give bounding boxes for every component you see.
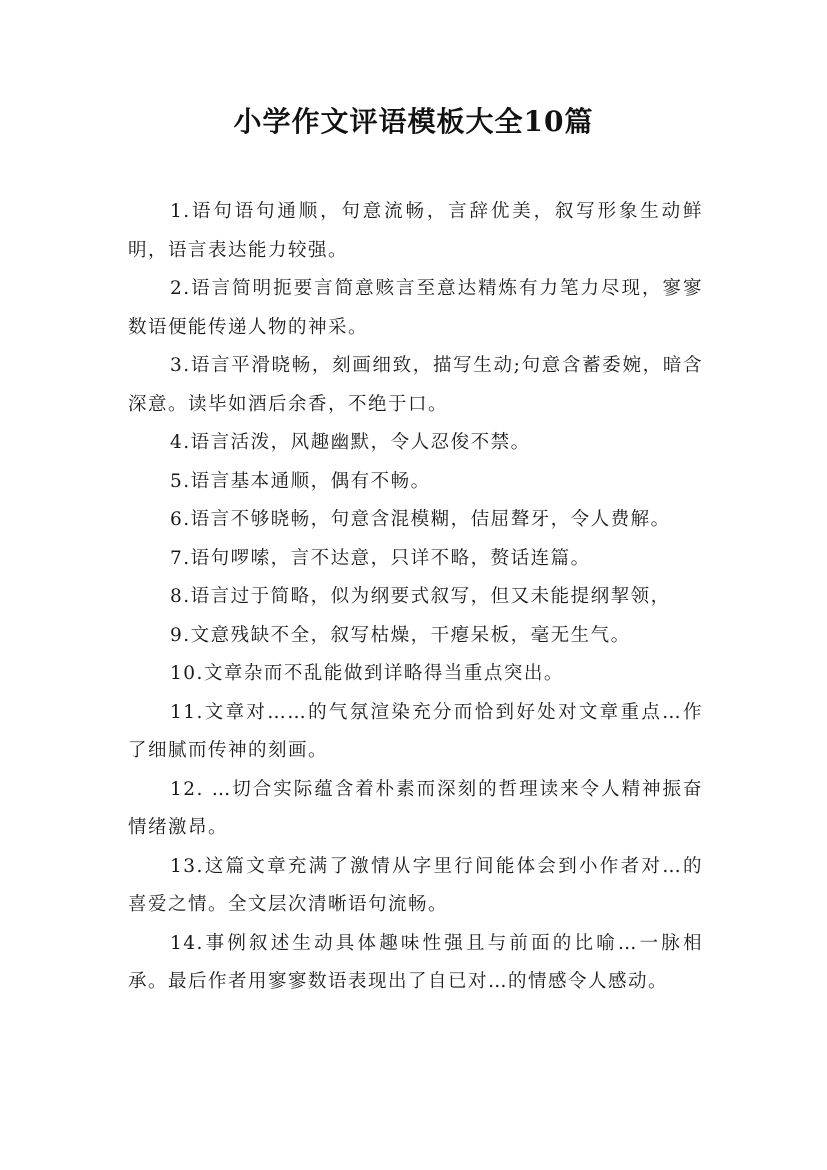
comment-paragraph-5: 5.语言基本通顺，偶有不畅。 xyxy=(170,470,431,492)
comment-paragraph-6: 6.语言不够晓畅，句意含混模糊，佶屈聱牙，令人费解。 xyxy=(170,509,671,530)
comment-paragraph-3: 3.语言平滑晓畅，刻画细致，描写生动;句意含蓄委婉，暗含深意。读毕如酒后余香，不绝于口。 xyxy=(128,355,703,415)
comment-paragraph-9: 9.文意残缺不全，叙写枯燥，干瘪呆板，毫无生气。 xyxy=(170,624,631,646)
comment-paragraph-4: 4.语言活泼，风趣幽默，令人忍俊不禁。 xyxy=(170,432,531,453)
comment-paragraph-10: 10.文章杂而不乱能做到详略得当重点突出。 xyxy=(170,663,564,684)
comment-paragraph-8: 8.语言过于简略，似为纲要式叙写，但又未能提纲挈领， xyxy=(170,586,671,607)
comment-paragraph-2: 2.语言简明扼要言简意赅言至意达精炼有力笔力尽现，寥寥数语便能传递人物的神采。 xyxy=(128,278,703,338)
document-title: 小学作文评语模板大全10篇 xyxy=(233,105,594,138)
comment-paragraph-7: 7.语句啰嗦，言不达意，只详不略，赘话连篇。 xyxy=(170,547,591,569)
comment-paragraph-13: 13.这篇文章充满了激情从字里行间能体会到小作者对…的喜爱之情。全文层次清晰语句流畅。 xyxy=(128,855,703,915)
comment-paragraph-12: 12. …切合实际蕴含着朴素而深刻的哲理读来令人精神振奋情绪激昂。 xyxy=(128,778,703,838)
document-body xyxy=(128,193,703,1002)
comment-paragraph-1: 1.语句语句通顺，句意流畅，言辞优美，叙写形象生动鲜明，语言表达能力较强。 xyxy=(128,201,703,261)
comment-paragraph-14: 14.事例叙述生动具体趣味性强且与前面的比喻…一脉相承。最后作者用寥寥数语表现出了自已对…的情感令人感动。 xyxy=(128,932,703,992)
comment-paragraph-11: 11.文章对……的气氛渲染充分而恰到好处对文章重点…作了细腻而传神的刻画。 xyxy=(128,701,703,761)
